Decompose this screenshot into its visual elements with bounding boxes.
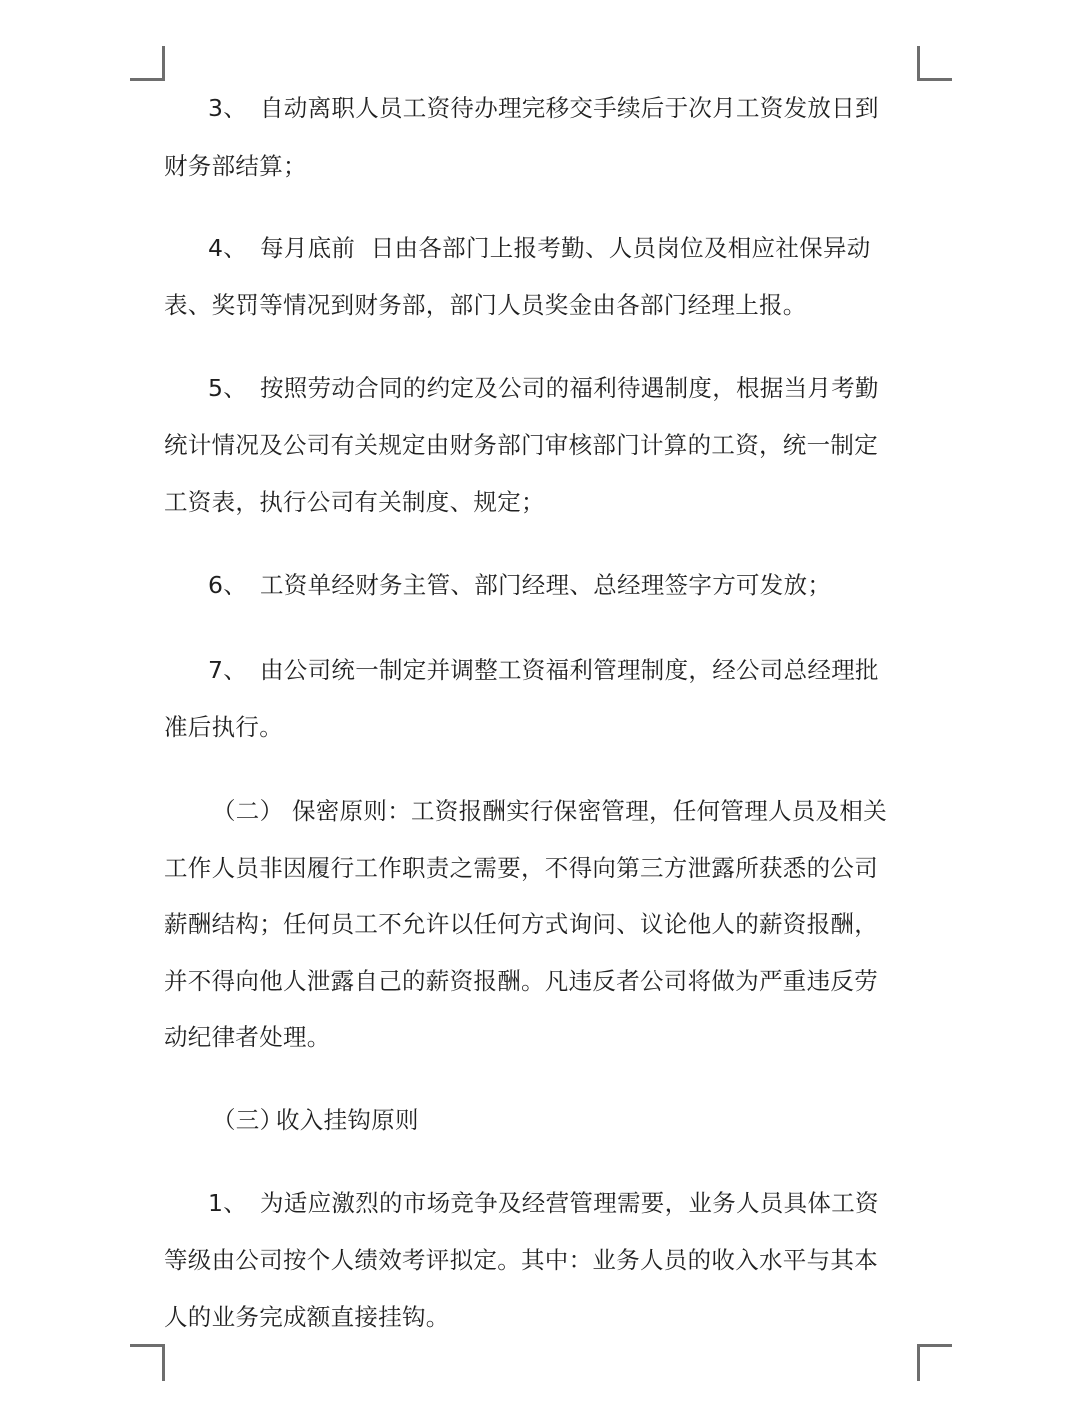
paragraph-item-5-line-2: 统计情况及公司有关规定由财务部门审核部门计算的工资，统一制定 xyxy=(164,431,878,459)
paragraph-text: 每月底前 日由各部门上报考勤、人员岗位及相应社保异动 xyxy=(260,234,871,262)
section-2-line-5: 动纪律者处理。 xyxy=(164,1023,331,1051)
section-3-item-1-line-2: 等级由公司按个人绩效考评拟定。其中：业务人员的收入水平与其本 xyxy=(164,1246,878,1274)
paragraph-text: 由公司统一制定并调整工资福利管理制度，经公司总经理批 xyxy=(260,656,879,684)
crop-mark-bottom-left xyxy=(130,1344,165,1381)
paragraph-item-7-line-2: 准后执行。 xyxy=(164,713,283,741)
section-title: 收入挂钩原则 xyxy=(276,1106,419,1134)
paragraph-item-5-line-1 xyxy=(208,373,879,403)
paragraph-item-4-line-1 xyxy=(208,233,871,263)
item-number: 4、 xyxy=(208,234,248,262)
item-number: 7、 xyxy=(208,656,248,684)
section-2-line-3: 薪酬结构；任何员工不允许以任何方式询问、议论他人的薪资报酬， xyxy=(164,910,878,938)
paragraph-item-6-line-1 xyxy=(208,570,831,600)
paragraph-item-3-line-2: 财务部结算； xyxy=(164,152,307,180)
item-number: 3、 xyxy=(208,94,248,122)
section-3-heading xyxy=(212,1105,419,1135)
section-2-heading-line xyxy=(212,796,887,826)
paragraph-text: 为适应激烈的市场竞争及经营管理需要，业务人员具体工资 xyxy=(260,1189,879,1217)
paragraph-item-3-line-1 xyxy=(208,93,879,123)
paragraph-item-4-line-2: 表、奖罚等情况到财务部，部门人员奖金由各部门经理上报。 xyxy=(164,291,807,319)
section-number: （三） xyxy=(212,1106,284,1134)
item-number: 5、 xyxy=(208,374,248,402)
paragraph-item-5-line-3: 工资表，执行公司有关制度、规定； xyxy=(164,488,545,516)
section-number: （二） xyxy=(212,797,284,825)
paragraph-text: 保密原则：工资报酬实行保密管理，任何管理人员及相关 xyxy=(292,797,887,825)
paragraph-text: 按照劳动合同的约定及公司的福利待遇制度，根据当月考勤 xyxy=(260,374,879,402)
item-number: 6、 xyxy=(208,571,248,599)
paragraph-item-7-line-1 xyxy=(208,655,879,685)
crop-mark-top-right xyxy=(917,46,952,81)
crop-mark-top-left xyxy=(130,46,165,81)
crop-mark-bottom-right xyxy=(917,1344,952,1381)
section-3-item-1-line-1 xyxy=(208,1188,879,1218)
paragraph-text: 工资单经财务主管、部门经理、总经理签字方可发放； xyxy=(260,571,832,599)
paragraph-text: 自动离职人员工资待办理完移交手续后于次月工资发放日到 xyxy=(260,94,879,122)
section-2-line-4: 并不得向他人泄露自己的薪资报酬。凡违反者公司将做为严重违反劳 xyxy=(164,967,878,995)
section-2-line-2: 工作人员非因履行工作职责之需要，不得向第三方泄露所获悉的公司 xyxy=(164,854,878,882)
section-3-item-1-line-3: 人的业务完成额直接挂钩。 xyxy=(164,1303,450,1331)
item-number: 1、 xyxy=(208,1189,248,1217)
